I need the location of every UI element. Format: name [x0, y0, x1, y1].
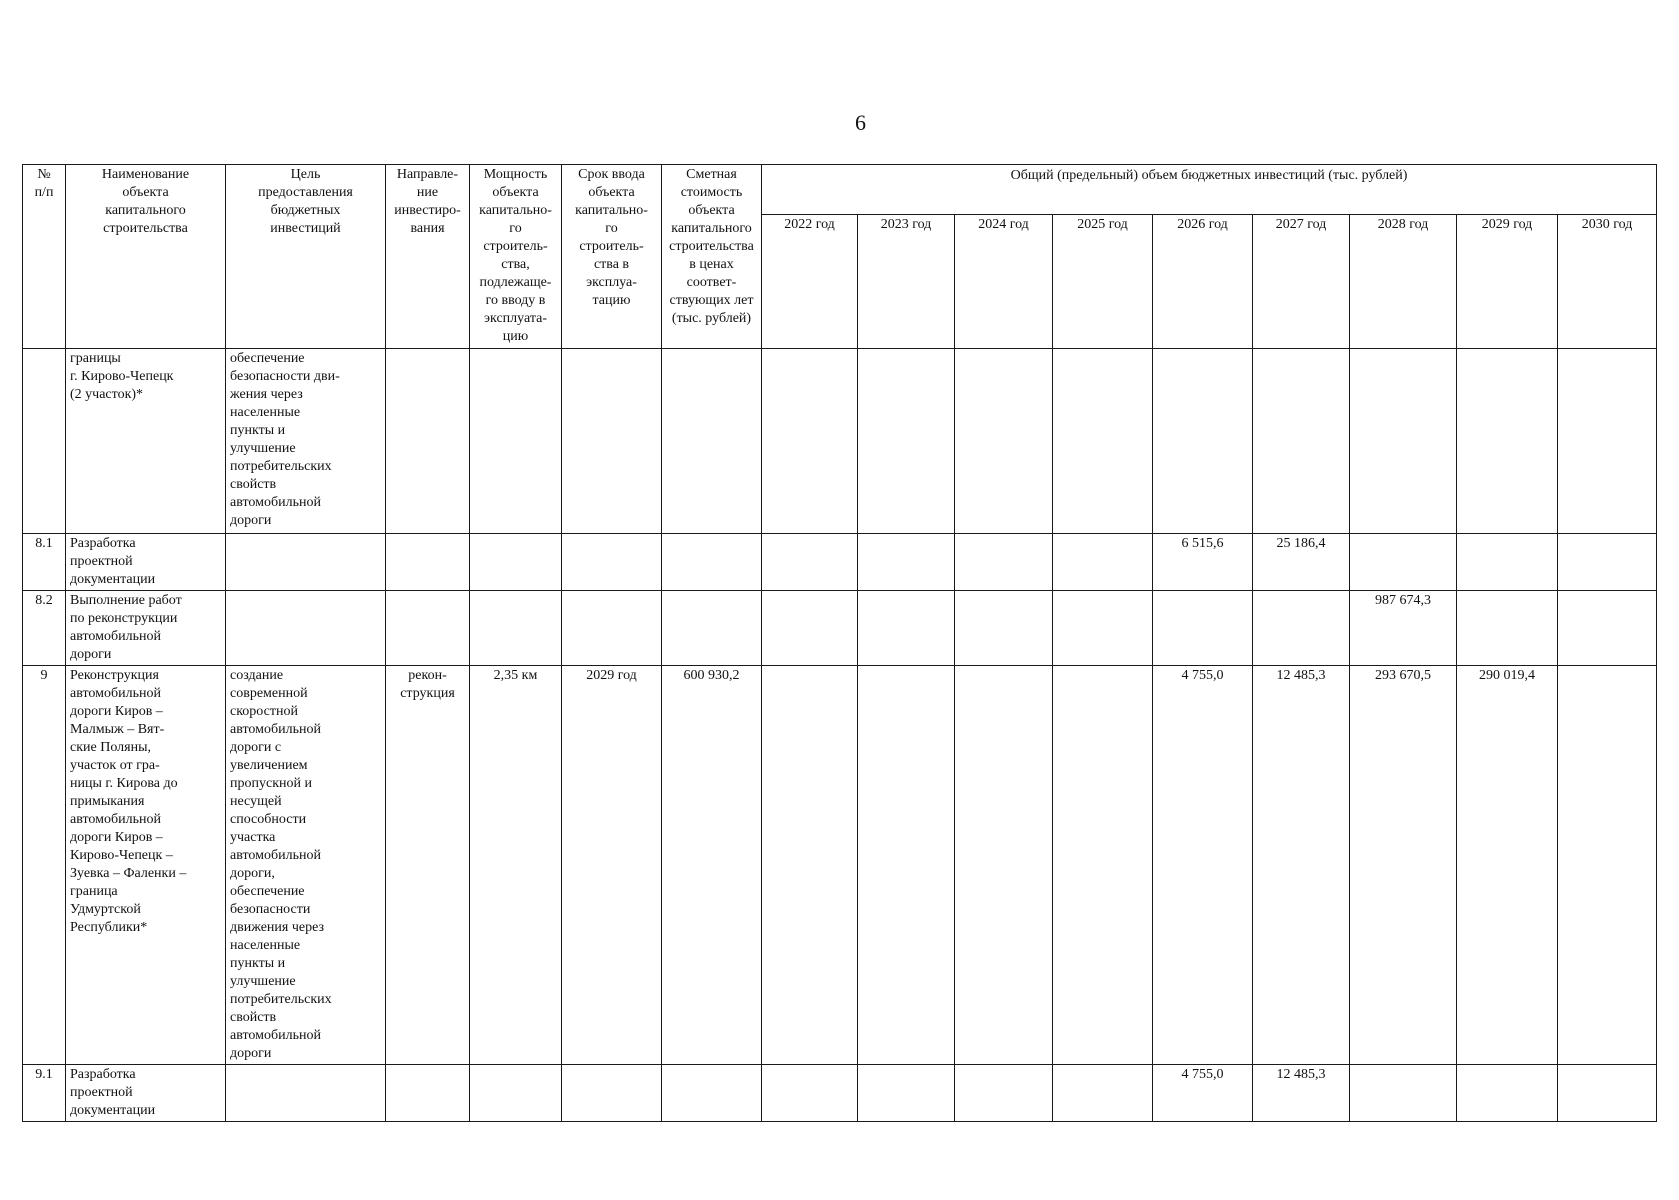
cell-year — [955, 666, 1053, 1065]
header-year: 2027 год — [1253, 215, 1350, 349]
cell-year — [762, 349, 858, 534]
cell-year: 25 186,4 — [1253, 534, 1350, 591]
cell-direction — [386, 534, 470, 591]
cell-term — [562, 534, 662, 591]
cell-year — [1053, 534, 1153, 591]
cell-year — [1558, 1065, 1657, 1122]
cell-name: Разработка проектной документации — [66, 534, 226, 591]
cell-year: 4 755,0 — [1153, 666, 1253, 1065]
cell-year — [1053, 666, 1153, 1065]
header-year: 2025 год — [1053, 215, 1153, 349]
header-year: 2028 год — [1350, 215, 1457, 349]
cell-year — [1457, 349, 1558, 534]
table-row — [23, 666, 1657, 1065]
cell-year — [858, 534, 955, 591]
cell-cost — [662, 1065, 762, 1122]
cell-goal — [226, 591, 386, 666]
cell-name: Разработка проектной документации — [66, 1065, 226, 1122]
cell-goal: создание современной скоростной автомобильной дороги с увеличением пропускной и несущей способности участка автомобильной дороги, обеспечение безопасности движения через населенные пункты и улучшение потребительских свойств автомобильной дороги — [226, 666, 386, 1065]
header-total-volume: Общий (предельный) объем бюджетных инвестиций (тыс. рублей) — [762, 165, 1657, 215]
cell-year — [1457, 591, 1558, 666]
cell-cost — [662, 349, 762, 534]
header-year: 2030 год — [1558, 215, 1657, 349]
cell-year — [858, 349, 955, 534]
cell-term: 2029 год — [562, 666, 662, 1065]
cell-term — [562, 349, 662, 534]
cell-year — [762, 666, 858, 1065]
cell-year — [1053, 1065, 1153, 1122]
cell-goal — [226, 1065, 386, 1122]
cell-year: 4 755,0 — [1153, 1065, 1253, 1122]
table-row — [23, 1065, 1657, 1122]
cell-capacity: 2,35 км — [470, 666, 562, 1065]
header-direction: Направле- ние инвестиро- вания — [386, 165, 470, 349]
cell-year — [1053, 591, 1153, 666]
header-year: 2024 год — [955, 215, 1053, 349]
header-year: 2023 год — [858, 215, 955, 349]
cell-year — [762, 534, 858, 591]
cell-cost — [662, 591, 762, 666]
cell-cost: 600 930,2 — [662, 666, 762, 1065]
cell-year: 12 485,3 — [1253, 1065, 1350, 1122]
cell-year: 293 670,5 — [1350, 666, 1457, 1065]
cell-year — [955, 1065, 1053, 1122]
cell-year — [1558, 349, 1657, 534]
cell-cost — [662, 534, 762, 591]
cell-num — [23, 349, 66, 534]
cell-num: 8.2 — [23, 591, 66, 666]
cell-name: Реконструкция автомобильной дороги Киров – Малмыж – Вят- ские Поляны, участок от гра- ницы г. Кирова до примыкания автомобильной дороги Киров – Кирово-Чепецк – Зуевка – Фаленки – граница Удмуртской Республики* — [66, 666, 226, 1065]
cell-capacity — [470, 591, 562, 666]
cell-direction: рекон- струкция — [386, 666, 470, 1065]
header-year: 2029 год — [1457, 215, 1558, 349]
cell-year — [1457, 534, 1558, 591]
cell-capacity — [470, 534, 562, 591]
cell-direction — [386, 1065, 470, 1122]
cell-name: границы г. Кирово-Чепецк (2 участок)* — [66, 349, 226, 534]
cell-year: 12 485,3 — [1253, 666, 1350, 1065]
cell-year — [1153, 591, 1253, 666]
cell-num: 8.1 — [23, 534, 66, 591]
cell-year — [858, 591, 955, 666]
cell-year — [955, 349, 1053, 534]
cell-num: 9 — [23, 666, 66, 1065]
cell-year — [1558, 591, 1657, 666]
header-cost: Сметная стоимость объекта капитального строительства в ценах соответ- ствующих лет (тыс. рублей) — [662, 165, 762, 349]
cell-name: Выполнение работ по реконструкции автомобильной дороги — [66, 591, 226, 666]
cell-year — [1253, 591, 1350, 666]
header-capacity: Мощность объекта капитально- го строитель- ства, подлежаще- го вводу в эксплуата- цию — [470, 165, 562, 349]
cell-year — [762, 1065, 858, 1122]
cell-year — [762, 591, 858, 666]
page-number: 6 — [855, 110, 866, 135]
cell-term — [562, 1065, 662, 1122]
cell-capacity — [470, 1065, 562, 1122]
cell-year — [1053, 349, 1153, 534]
cell-year — [1457, 1065, 1558, 1122]
cell-year — [1350, 534, 1457, 591]
cell-year — [858, 1065, 955, 1122]
cell-year — [858, 666, 955, 1065]
cell-direction — [386, 349, 470, 534]
cell-term — [562, 591, 662, 666]
cell-goal — [226, 534, 386, 591]
cell-year: 290 019,4 — [1457, 666, 1558, 1065]
header-num: № п/п — [23, 165, 66, 349]
cell-goal: обеспечение безопасности дви- жения через населенные пункты и улучшение потребительских свойств автомобильной дороги — [226, 349, 386, 534]
header-year: 2022 год — [762, 215, 858, 349]
cell-year — [1558, 666, 1657, 1065]
cell-direction — [386, 591, 470, 666]
cell-year — [1253, 349, 1350, 534]
cell-year — [1153, 349, 1253, 534]
table-row — [23, 591, 1657, 666]
cell-year — [1350, 349, 1457, 534]
header-name: Наименование объекта капитального строительства — [66, 165, 226, 349]
header-year: 2026 год — [1153, 215, 1253, 349]
cell-num: 9.1 — [23, 1065, 66, 1122]
cell-capacity — [470, 349, 562, 534]
cell-year — [1350, 1065, 1457, 1122]
table-row — [23, 534, 1657, 591]
cell-year — [955, 534, 1053, 591]
header-term: Срок ввода объекта капитально- го строитель- ства в эксплуа- тацию — [562, 165, 662, 349]
table-row — [23, 349, 1657, 534]
header-row-1 — [23, 165, 1657, 215]
cell-year: 6 515,6 — [1153, 534, 1253, 591]
cell-year — [1558, 534, 1657, 591]
investment-table — [22, 164, 1657, 1122]
cell-year — [955, 591, 1053, 666]
cell-year: 987 674,3 — [1350, 591, 1457, 666]
header-goal: Цель предоставления бюджетных инвестиций — [226, 165, 386, 349]
